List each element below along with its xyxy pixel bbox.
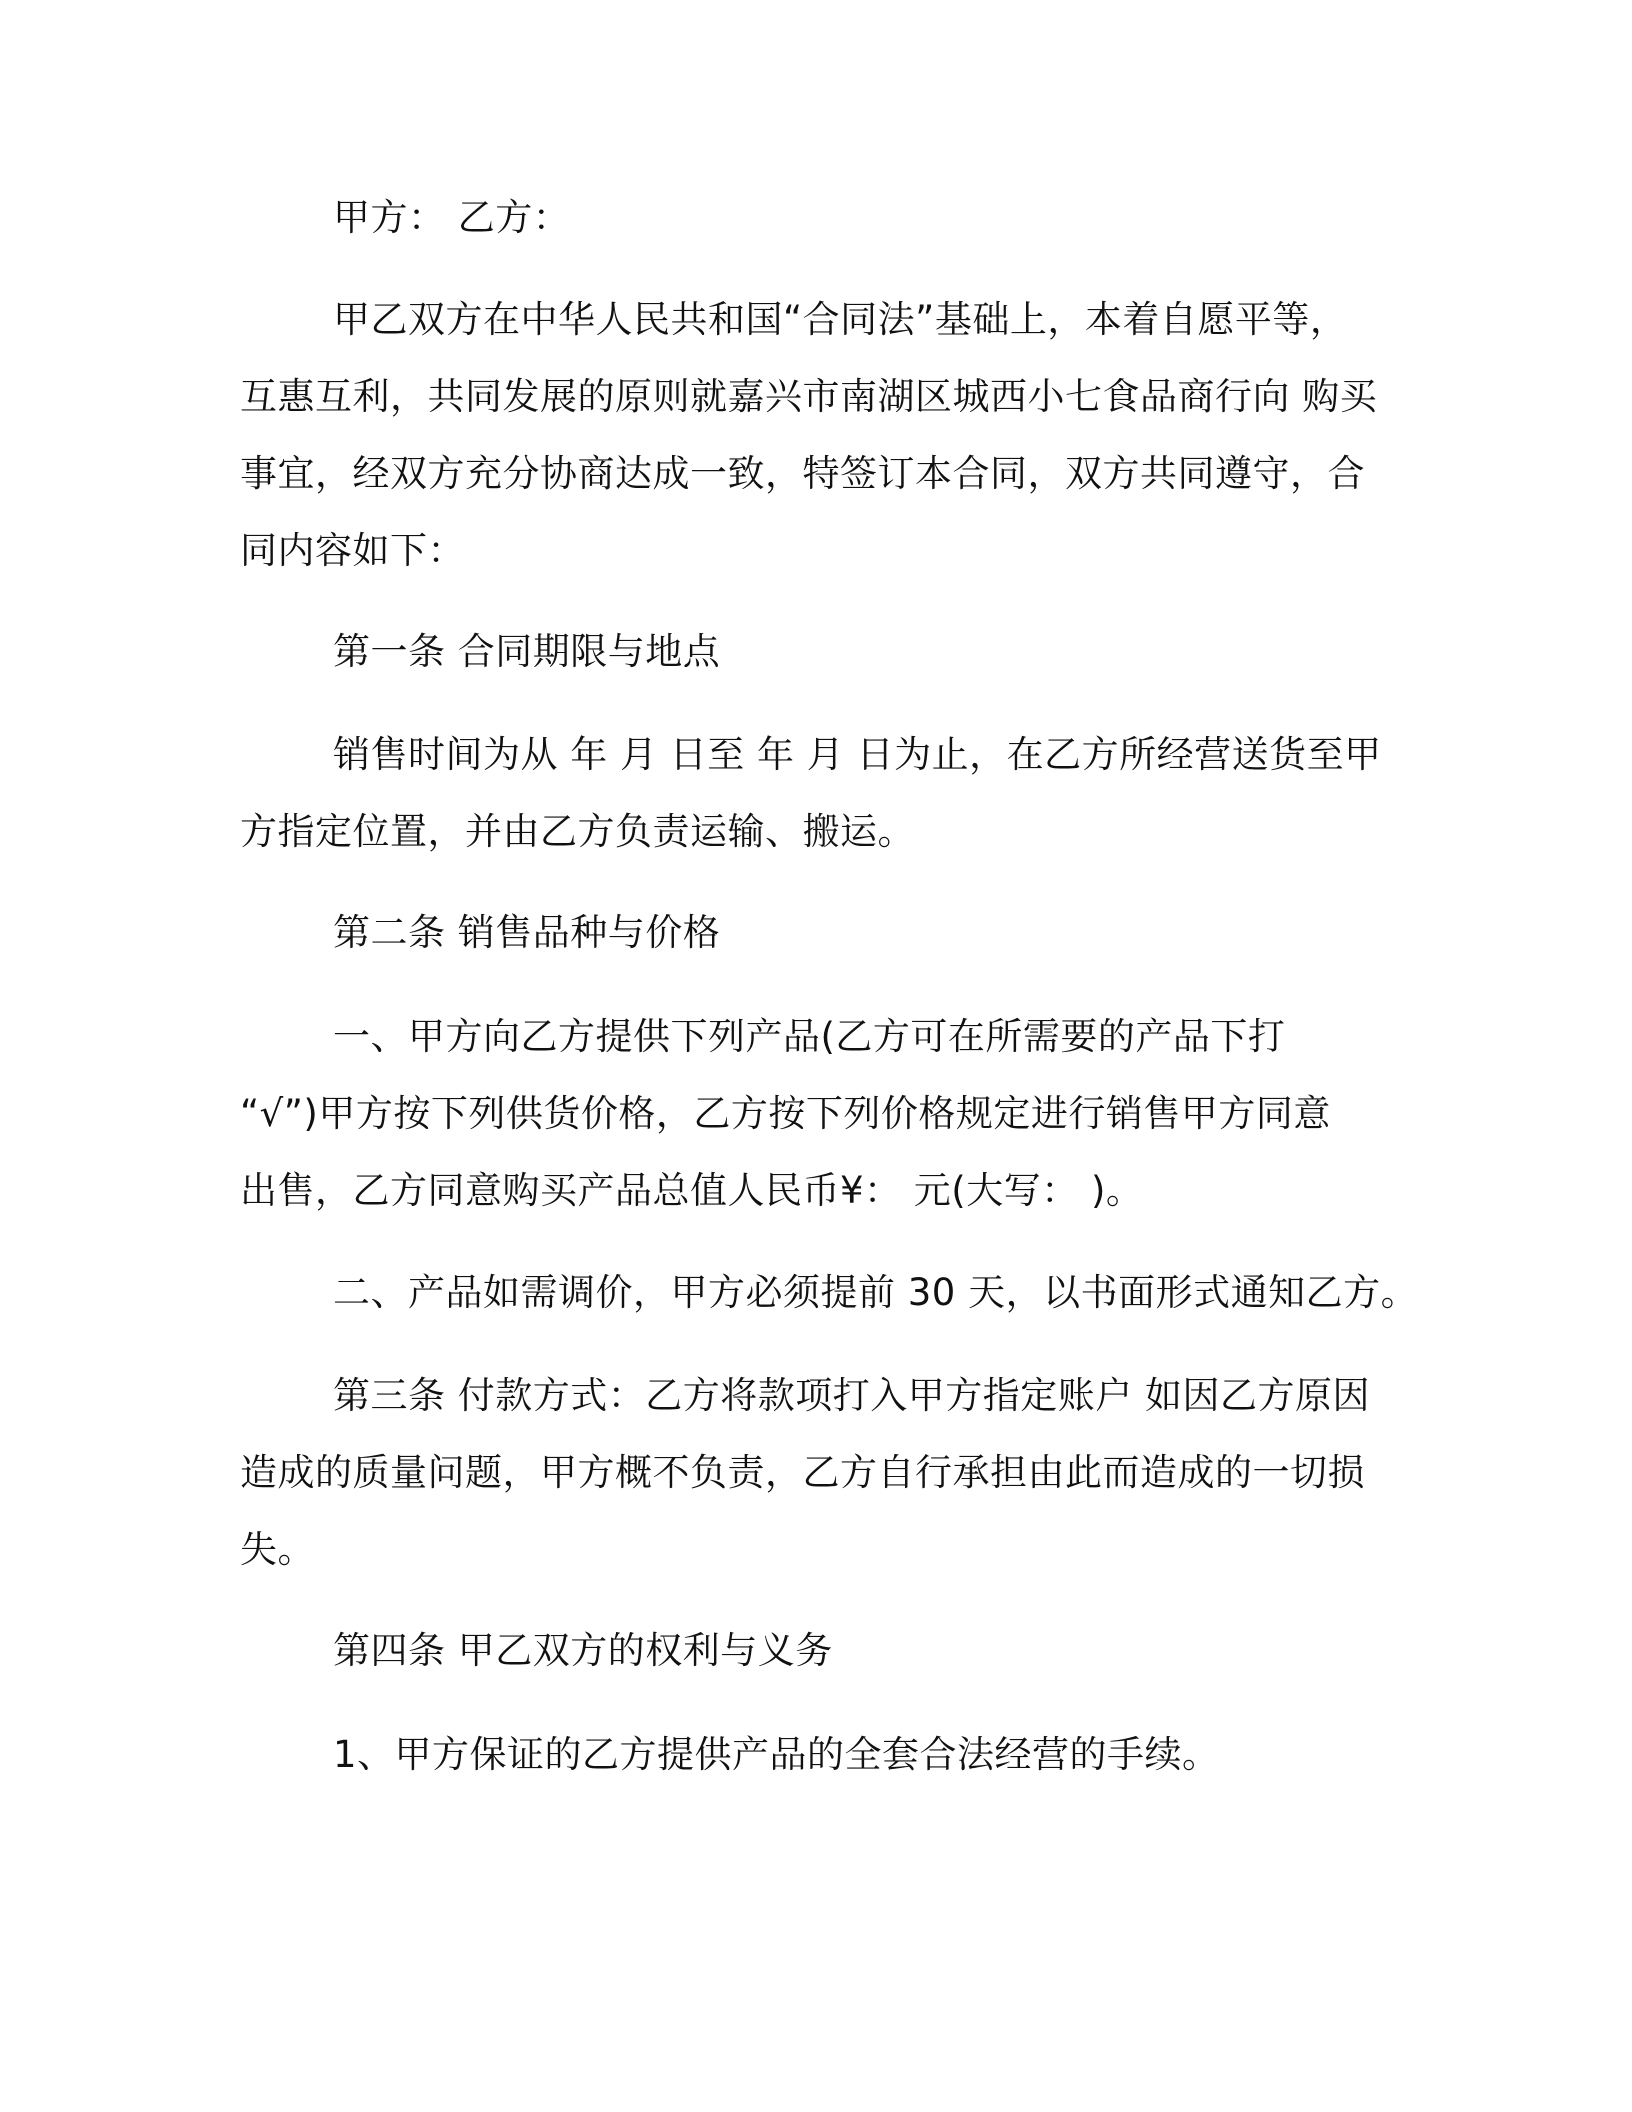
article-3-line: 造成的质量问题，甲方概不负责，乙方自行承担由此而造成的一切损 xyxy=(240,1451,1365,1494)
article-2-title: 第二条 销售品种与价格 xyxy=(333,911,721,954)
intro-line: 互惠互利，共同发展的原则就嘉兴市南湖区城西小七食品商行向 购买 xyxy=(240,375,1378,418)
article-1-title: 第一条 合同期限与地点 xyxy=(333,630,721,673)
article-3-line: 第三条 付款方式：乙方将款项打入甲方指定账户 如因乙方原因 xyxy=(333,1374,1371,1417)
article-2-item-2: 二、产品如需调价，甲方必须提前 30 天，以书面形式通知乙方。 xyxy=(333,1271,1419,1314)
article-4-item-1: 1、甲方保证的乙方提供产品的全套合法经营的手续。 xyxy=(333,1733,1220,1776)
article-3-line: 失。 xyxy=(240,1528,315,1571)
intro-line: 同内容如下： xyxy=(240,529,465,572)
intro-line: 甲乙双方在中华人民共和国“合同法”基础上，本着自愿平等， xyxy=(333,298,1348,341)
article-1-body-line: 方指定位置，并由乙方负责运输、搬运。 xyxy=(240,810,915,853)
article-1-body-line: 销售时间为从 年 月 日至 年 月 日为止，在乙方所经营送货至甲 xyxy=(333,733,1382,776)
intro-line: 事宜，经双方充分协商达成一致，特签订本合同，双方共同遵守，合 xyxy=(240,452,1365,495)
article-2-item-1-line: “√”)甲方按下列供货价格，乙方按下列价格规定进行销售甲方同意 xyxy=(240,1092,1331,1135)
parties-line: 甲方： 乙方： xyxy=(333,196,571,239)
article-2-item-1-line: 一、甲方向乙方提供下列产品(乙方可在所需要的产品下打 xyxy=(333,1015,1286,1058)
article-4-title: 第四条 甲乙双方的权利与义务 xyxy=(333,1629,833,1672)
article-2-item-1-line: 出售，乙方同意购买产品总值人民币¥： 元(大写： )。 xyxy=(240,1169,1144,1212)
